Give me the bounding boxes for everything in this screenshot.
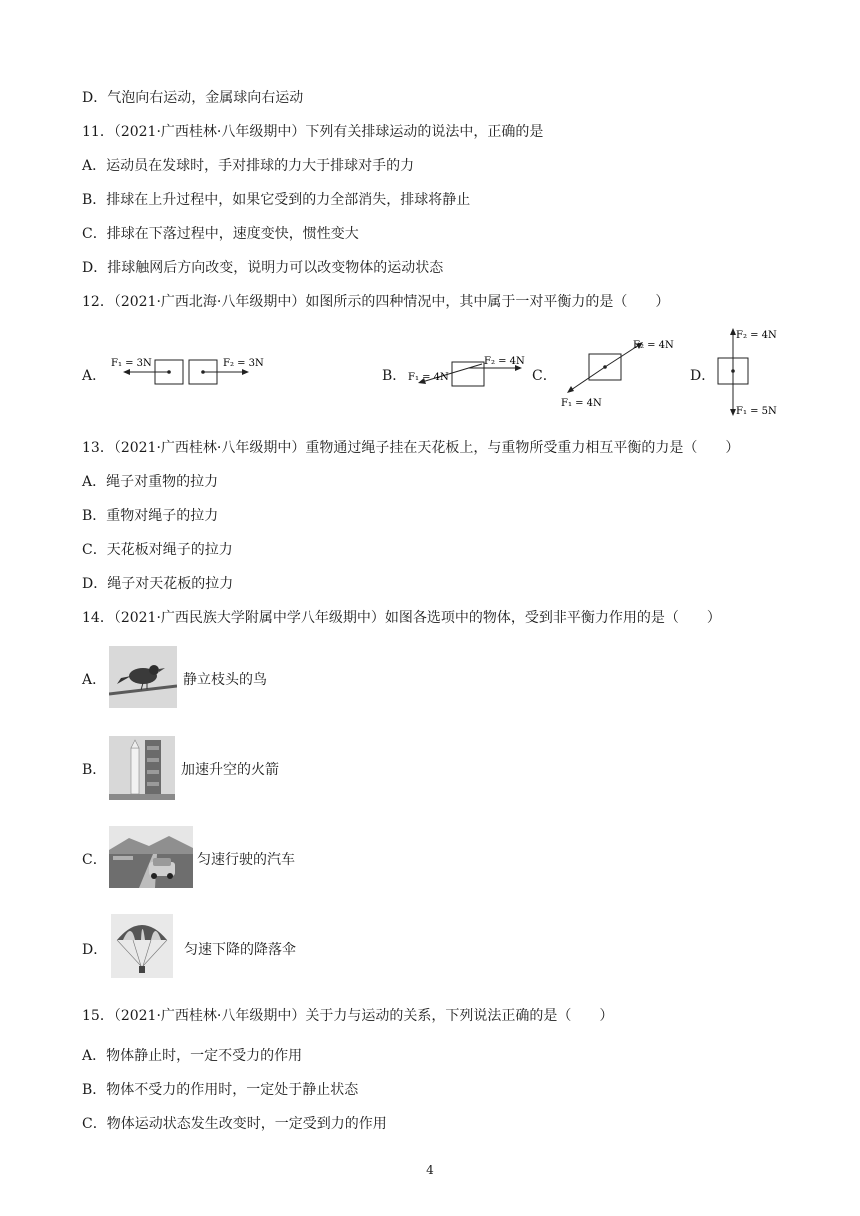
q12-letter-b: B． (382, 368, 407, 384)
q12-c-arrow-f1 (571, 367, 605, 390)
q13-option-a: A．绳子对重物的拉力 (82, 474, 219, 490)
q15-stem: 15．（2021·广西桂林·八年级期中）关于力与运动的关系，下列说法正确的是（ ） (82, 1008, 614, 1024)
q13-stem: 13．（2021·广西桂林·八年级期中）重物通过绳子挂在天花板上，与重物所受重力相互平衡的力是（ ） (82, 440, 740, 456)
q12-b-label-f2: F₂ = 4N (484, 356, 525, 367)
q14-caption-d: 匀速下降的降落伞 (184, 942, 296, 958)
q14-letter-b: B． (82, 762, 107, 778)
q12-letter-c: C． (532, 368, 557, 384)
q12-a-label-f1: F₁ = 3N (111, 358, 152, 369)
q14-letter-a: A． (82, 672, 107, 688)
page-number: 4 (426, 1163, 434, 1177)
q13-option-d: D．绳子对天花板的拉力 (82, 576, 234, 592)
q14-photo-bird (109, 646, 177, 708)
q11-option-c: C．排球在下落过程中，速度变快，惯性变大 (82, 226, 359, 242)
q12-letter-a: A． (82, 368, 107, 384)
q12-letter-d: D． (690, 368, 716, 384)
q14-letter-d: D． (82, 942, 108, 958)
q14-photo-parachute (111, 914, 173, 978)
q14-photo-rocket (109, 736, 175, 800)
q14-stem: 14．（2021·广西民族大学附属中学八年级期中）如图各选项中的物体，受到非平衡力作用的是（ ） (82, 610, 721, 626)
q12-figure-a (105, 352, 265, 394)
q14-caption-b: 加速升空的火箭 (181, 762, 279, 778)
q15-option-b: B．物体不受力的作用时，一定处于静止状态 (82, 1082, 359, 1098)
q12-b-box (452, 362, 484, 386)
q14-caption-a: 静立枝头的鸟 (183, 672, 267, 688)
q12-figure-c (555, 334, 685, 412)
q13-option-b: B．重物对绳子的拉力 (82, 508, 219, 524)
q11-option-a: A．运动员在发球时，手对排球的力大于排球对手的力 (82, 158, 415, 174)
q11-option-b: B．排球在上升过程中，如果它受到的力全部消失，排球将静止 (82, 192, 471, 208)
q14-photo-car (109, 826, 193, 888)
q12-d-label-f2: F₂ = 4N (736, 330, 777, 341)
q12-a-label-f2: F₂ = 3N (223, 358, 264, 369)
q11-stem: 11．（2021·广西桂林·八年级期中）下列有关排球运动的说法中，正确的是 (82, 124, 544, 140)
q15-option-a: A．物体静止时，一定不受力的作用 (82, 1048, 303, 1064)
q12-b-label-f1: F₁ = 4N (408, 372, 449, 383)
q11-option-d: D．排球触网后方向改变，说明力可以改变物体的运动状态 (82, 260, 444, 276)
q12-figure-d (710, 324, 790, 420)
q10-option-d: D．气泡向右运动，金属球向右运动 (82, 90, 304, 106)
q12-d-label-f1: F₁ = 5N (736, 406, 777, 417)
q14-letter-c: C． (82, 852, 107, 868)
q15-option-c: C．物体运动状态发生改变时，一定受到力的作用 (82, 1116, 387, 1132)
q12-c-label-f2: F₂ = 4N (633, 340, 674, 351)
q13-option-c: C．天花板对绳子的拉力 (82, 542, 233, 558)
q14-caption-c: 匀速行驶的汽车 (197, 852, 295, 868)
q12-stem: 12．（2021·广西北海·八年级期中）如图所示的四种情况中，其中属于一对平衡力的是（ ） (82, 294, 670, 310)
q12-c-label-f1: F₁ = 4N (561, 398, 602, 409)
q12-figure-b (402, 352, 532, 394)
